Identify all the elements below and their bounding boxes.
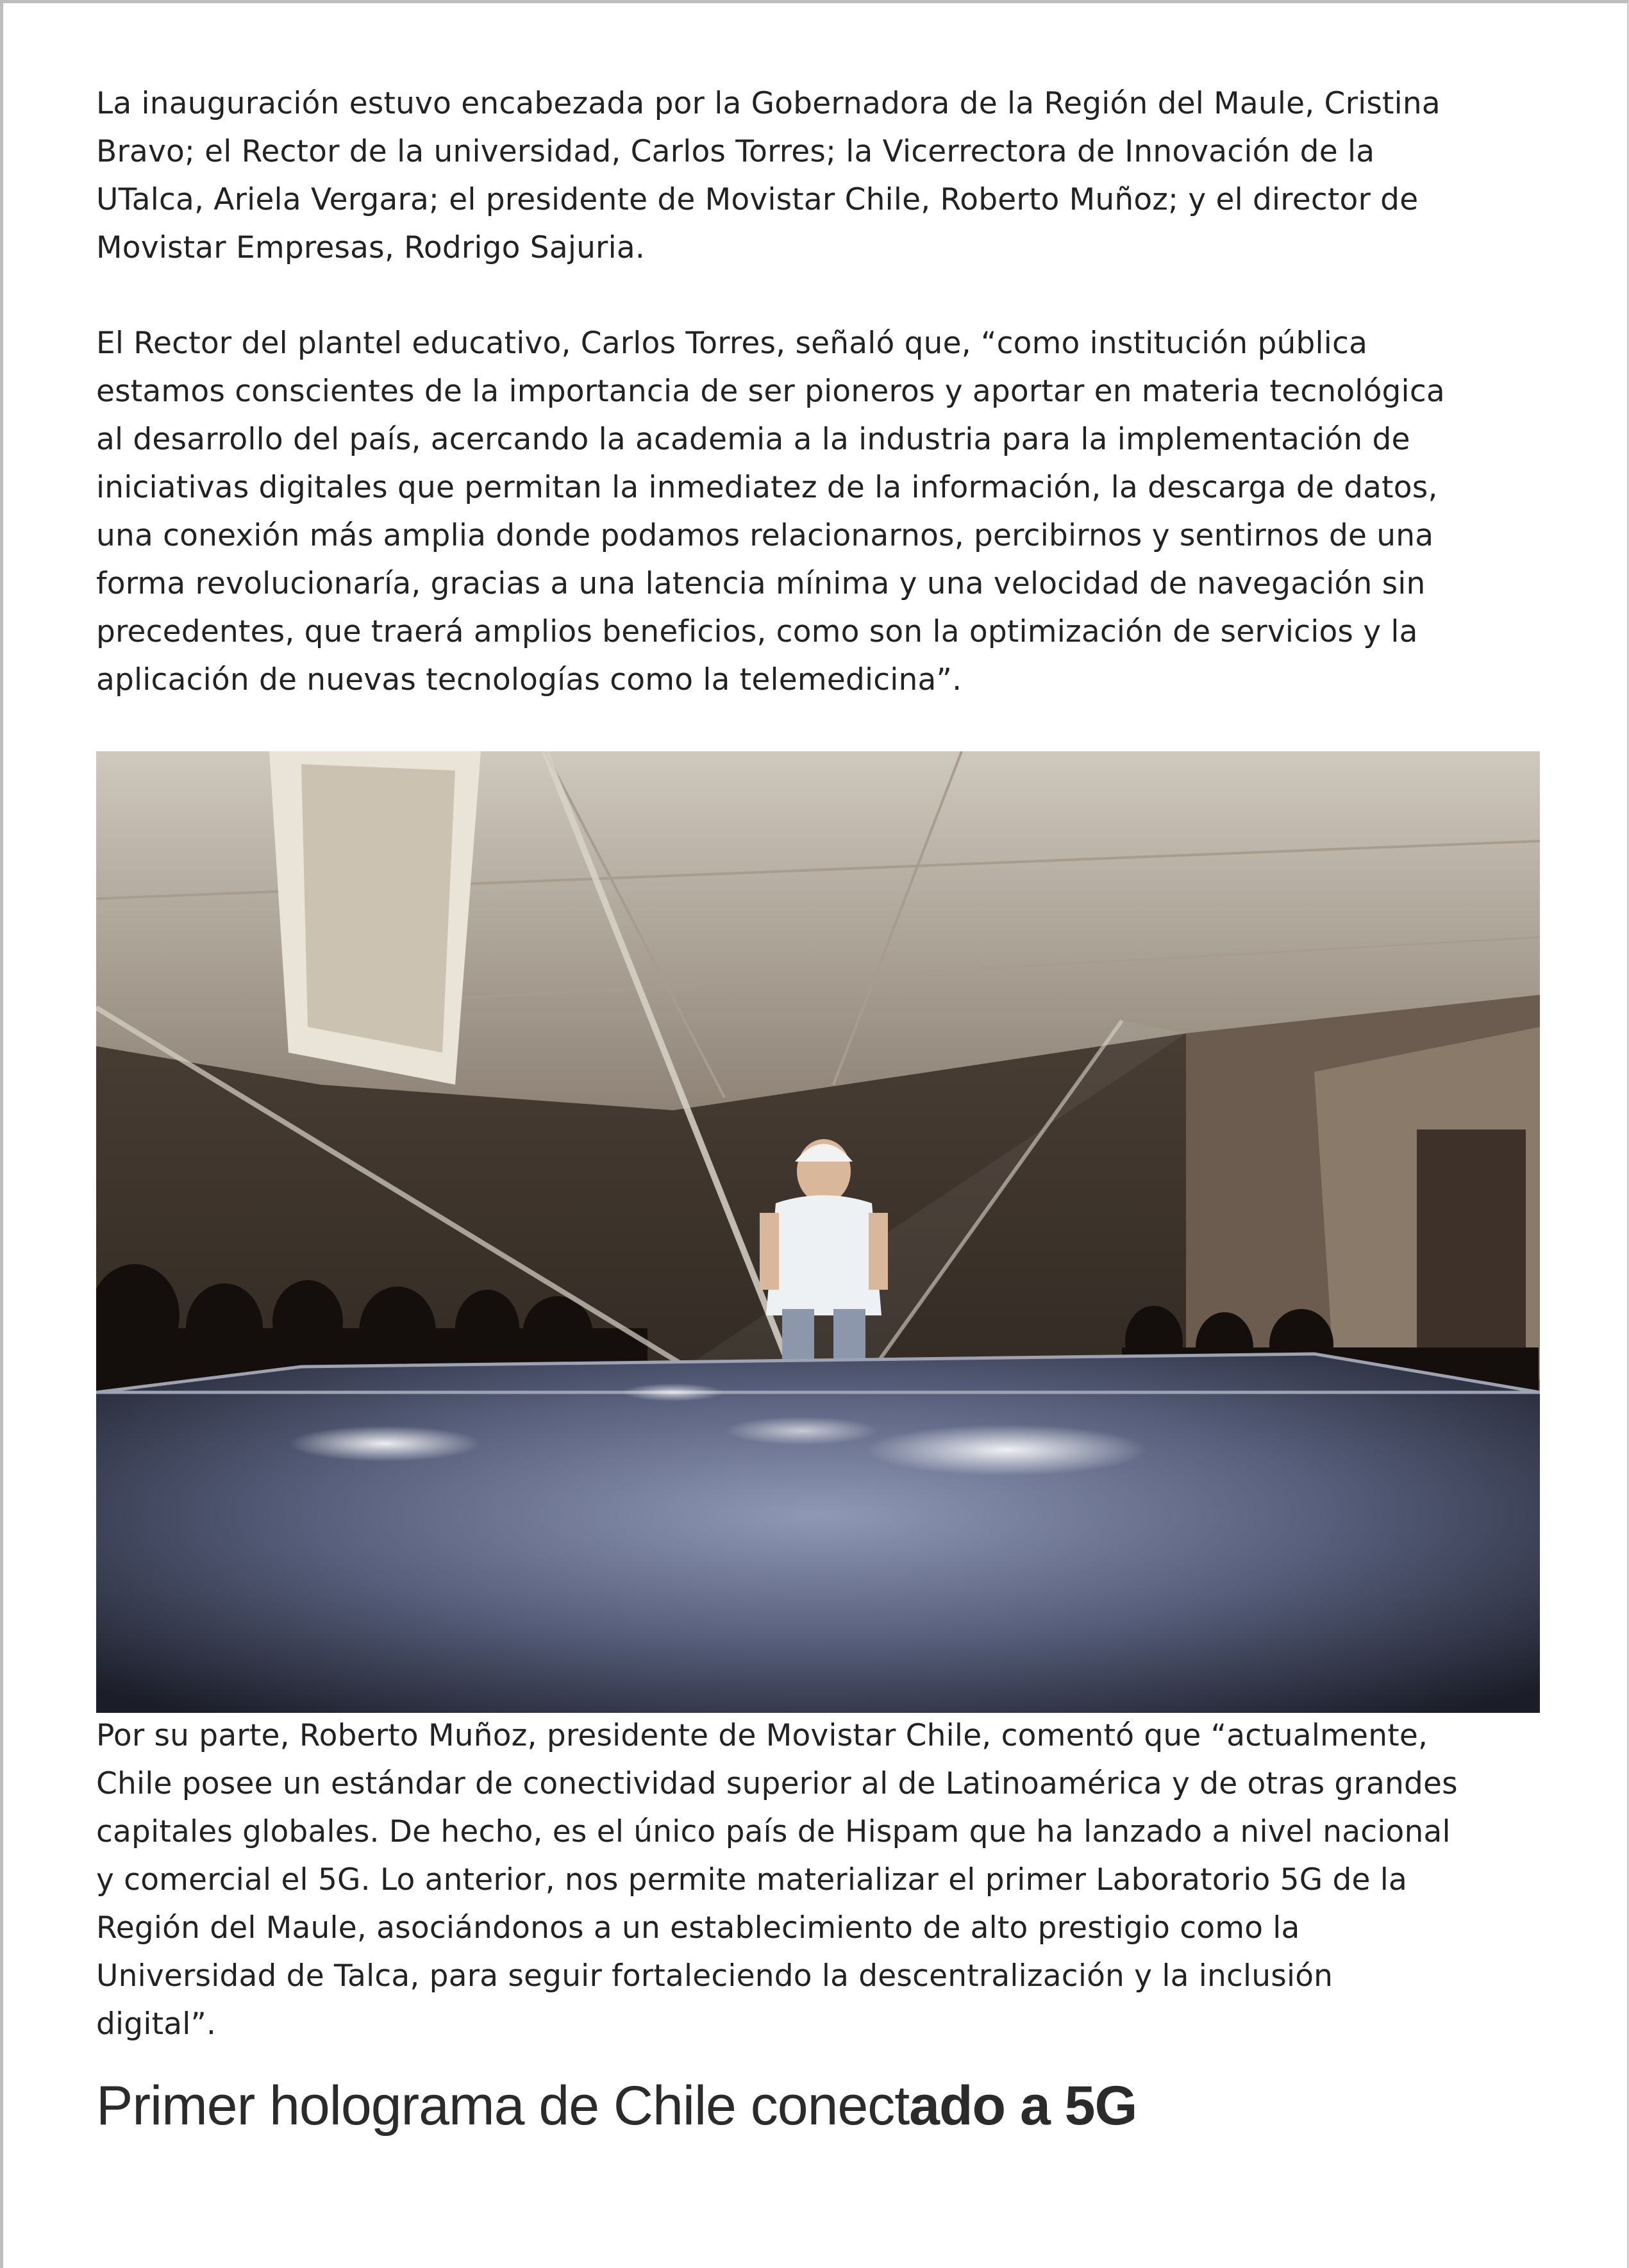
text-line: digital”. — [96, 2006, 217, 2042]
text-line: precedentes, que traerá amplios beneficios, como son la optimización de servicios y la — [96, 614, 1418, 649]
text-line: Chile posee un estándar de conectividad superior al de Latinoamérica y de otras grandes — [96, 1766, 1458, 1801]
text-line: y comercial el 5G. Lo anterior, nos permite materializar el primer Laboratorio 5G de la — [96, 1862, 1408, 1897]
text-line: Región del Maule, asociándonos a un establecimiento de alto prestigio como la — [96, 1910, 1300, 1946]
text-line: Movistar Empresas, Rodrigo Sajuria. — [96, 230, 645, 265]
text-line: una conexión más amplia donde podamos relacionarnos, percibirnos y sentirnos de una — [96, 518, 1434, 553]
text-line: iniciativas digitales que permitan la inmediatez de la información, la descarga de datos, — [96, 470, 1438, 505]
text-line: Por su parte, Roberto Muñoz, presidente de Movistar Chile, comentó que “actualmente, — [96, 1718, 1428, 1753]
hologram-photo — [96, 751, 1540, 1713]
section-heading — [96, 2071, 1137, 2141]
section-heading-regular: Primer holograma de Chile conect — [96, 2075, 910, 2137]
text-line: capitales globales. De hecho, es el único país de Hispam que ha lanzado a nivel nacional — [96, 1814, 1451, 1849]
text-line: El Rector del plantel educativo, Carlos Torres, señaló que, “como institución pública — [96, 326, 1368, 361]
text-line: UTalca, Ariela Vergara; el presidente de Movistar Chile, Roberto Muñoz; y el director de — [96, 182, 1419, 217]
paragraph-inauguration — [96, 79, 1545, 272]
paragraph-rector-quote — [96, 319, 1545, 704]
text-line: aplicación de nuevas tecnologías como la telemedicina”. — [96, 662, 962, 697]
hologram-photo-illustration — [96, 751, 1540, 1713]
text-line: forma revolucionaría, gracias a una latencia mínima y una velocidad de navegación sin — [96, 566, 1426, 601]
text-line: Universidad de Talca, para seguir fortaleciendo la descentralización y la inclusión — [96, 1958, 1333, 1994]
section-heading-bold: ado a 5G — [909, 2075, 1137, 2137]
text-line: estamos conscientes de la importancia de ser pioneros y aportar en materia tecnológica — [96, 374, 1445, 409]
text-line: al desarrollo del país, acercando la academia a la industria para la implementación de — [96, 422, 1410, 457]
paragraph-movistar-quote — [96, 1712, 1545, 2048]
text-line: La inauguración estuvo encabezada por la Gobernadora de la Región del Maule, Cristina — [96, 86, 1441, 121]
text-line: Bravo; el Rector de la universidad, Carlos Torres; la Vicerrectora de Innovación de la — [96, 134, 1375, 169]
